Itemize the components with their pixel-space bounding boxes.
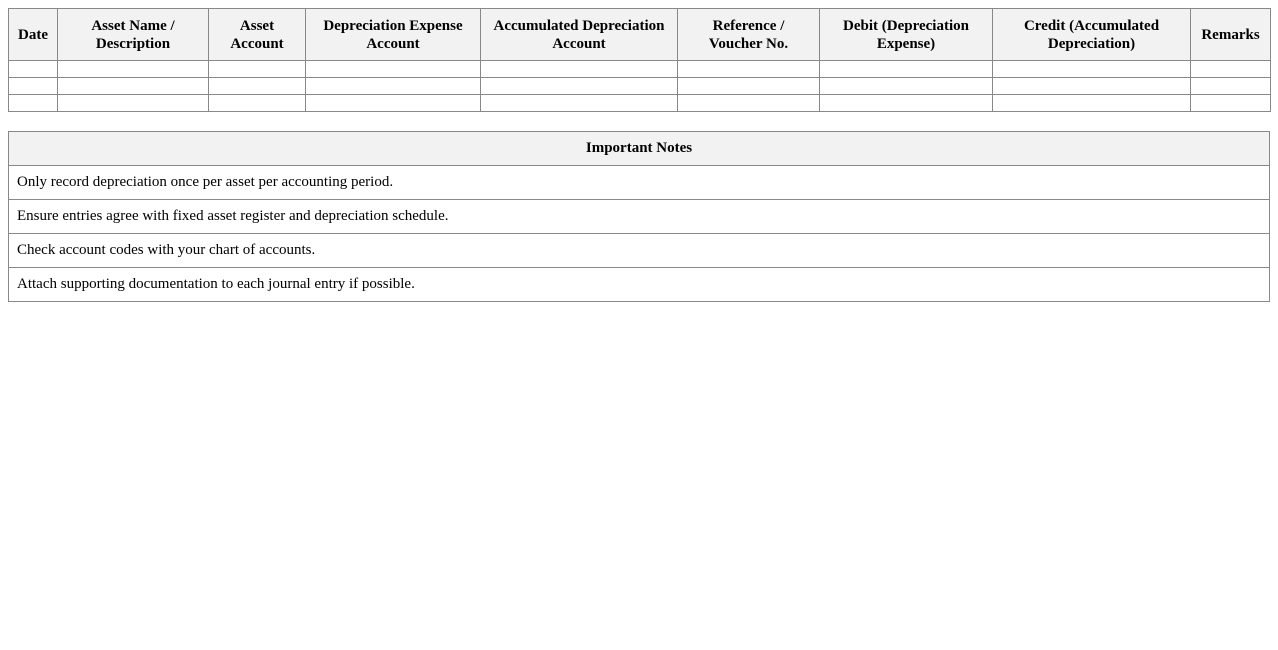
table-row — [9, 95, 1271, 112]
table-cell[interactable] — [58, 78, 209, 95]
table-row — [9, 61, 1271, 78]
table-cell[interactable] — [678, 95, 820, 112]
note-text: Check account codes with your chart of accounts. — [9, 234, 1270, 268]
table-cell[interactable] — [1191, 61, 1271, 78]
table-cell[interactable] — [820, 95, 993, 112]
list-item — [9, 200, 1270, 234]
column-header-asset-account: Asset Account — [209, 9, 306, 61]
table-cell[interactable] — [306, 95, 481, 112]
note-text: Ensure entries agree with fixed asset register and depreciation schedule. — [9, 200, 1270, 234]
table-cell[interactable] — [993, 61, 1191, 78]
table-cell[interactable] — [209, 61, 306, 78]
important-notes-table — [8, 131, 1270, 302]
table-cell[interactable] — [306, 78, 481, 95]
note-text: Attach supporting documentation to each journal entry if possible. — [9, 268, 1270, 302]
list-item — [9, 268, 1270, 302]
table-cell[interactable] — [58, 61, 209, 78]
table-cell[interactable] — [9, 95, 58, 112]
table-cell[interactable] — [820, 61, 993, 78]
column-header-credit: Credit (Accumulated Depreciation) — [993, 9, 1191, 61]
table-cell[interactable] — [678, 78, 820, 95]
table-cell[interactable] — [9, 61, 58, 78]
column-header-debit: Debit (Depreciation Expense) — [820, 9, 993, 61]
table-cell[interactable] — [58, 95, 209, 112]
note-text: Only record depreciation once per asset per accounting period. — [9, 166, 1270, 200]
list-item — [9, 234, 1270, 268]
table-cell[interactable] — [481, 78, 678, 95]
table-cell[interactable] — [678, 61, 820, 78]
notes-title: Important Notes — [9, 132, 1270, 166]
table-cell[interactable] — [209, 78, 306, 95]
column-header-remarks: Remarks — [1191, 9, 1271, 61]
table-cell[interactable] — [993, 78, 1191, 95]
table-cell[interactable] — [820, 78, 993, 95]
table-cell[interactable] — [481, 95, 678, 112]
table-cell[interactable] — [209, 95, 306, 112]
table-cell[interactable] — [306, 61, 481, 78]
column-header-asset-name: Asset Name / Description — [58, 9, 209, 61]
column-header-reference: Reference / Voucher No. — [678, 9, 820, 61]
table-cell[interactable] — [993, 95, 1191, 112]
table-row — [9, 78, 1271, 95]
column-header-date: Date — [9, 9, 58, 61]
column-header-depreciation-expense-account: Depreciation Expense Account — [306, 9, 481, 61]
table-header-row — [9, 9, 1271, 61]
depreciation-journal-table — [8, 8, 1271, 112]
table-cell[interactable] — [481, 61, 678, 78]
table-cell[interactable] — [9, 78, 58, 95]
table-cell[interactable] — [1191, 78, 1271, 95]
column-header-accumulated-depreciation-account: Accumulated Depreciation Account — [481, 9, 678, 61]
table-cell[interactable] — [1191, 95, 1271, 112]
list-item — [9, 166, 1270, 200]
notes-header-row — [9, 132, 1270, 166]
